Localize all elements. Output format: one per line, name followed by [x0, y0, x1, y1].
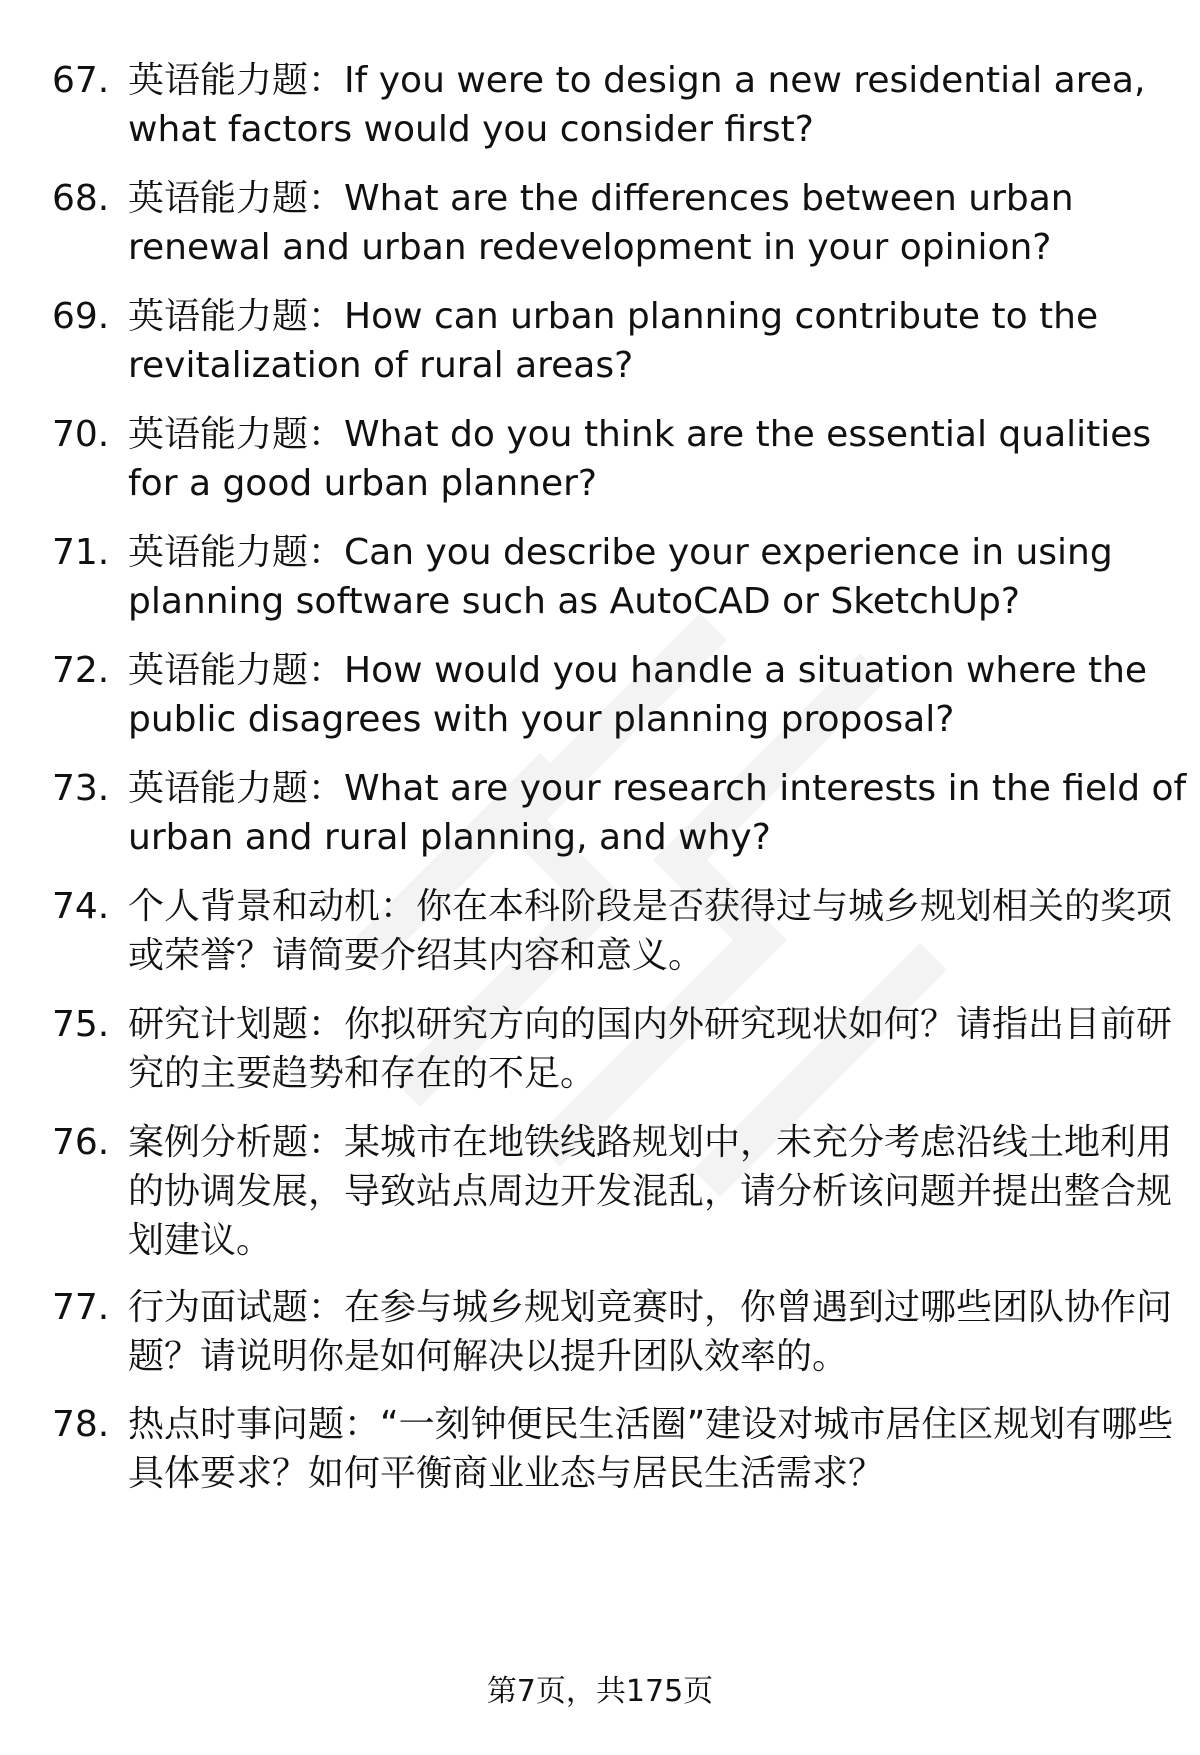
question-number: 73. [52, 768, 110, 809]
question-number: 68. [52, 178, 110, 219]
question-number: 78. [52, 1404, 110, 1445]
question-number: 69. [52, 296, 110, 337]
question-text: 行为面试题：在参与城乡规划竞赛时，你曾遇到过哪些团队协作问题？请说明你是如何解决以提升团队效率的。 [128, 1287, 1173, 1377]
question-text: 英语能力题：What are your research interests in the field of urban and rural planning, and why? [128, 768, 1187, 858]
question-number: 72. [52, 650, 110, 691]
question-text: 英语能力题：What do you think are the essential qualities for a good urban planner? [128, 414, 1152, 504]
question-number: 74. [52, 886, 110, 927]
question-text: 研究计划题：你拟研究方向的国内外研究现状如何？请指出目前研究的主要趋势和存在的不足。 [128, 1004, 1173, 1094]
question-number: 75. [52, 1004, 110, 1045]
question-text: 英语能力题：How would you handle a situation where the public disagrees with your planning proposal? [128, 650, 1148, 740]
question-text: 热点时事问题：“一刻钟便民生活圈”建设对城市居住区规划有哪些具体要求？如何平衡商业业态与居民生活需求？ [128, 1404, 1174, 1494]
question-text: 英语能力题：What are the differences between urban renewal and urban redevelopment in your opinion? [128, 178, 1074, 268]
question-text: 英语能力题：If you were to design a new residential area, what factors would you consider first? [128, 60, 1146, 150]
question-text: 英语能力题：How can urban planning contribute to the revitalization of rural areas? [128, 296, 1099, 386]
question-text: 个人背景和动机：你在本科阶段是否获得过与城乡规划相关的奖项或荣誉？请简要介绍其内容和意义。 [128, 886, 1173, 976]
page-footer: 第7页，共175页 [486, 1674, 714, 1709]
question-number: 67. [52, 60, 110, 101]
question-text: 英语能力题：Can you describe your experience in using planning software such as AutoCAD or SketchUp? [128, 532, 1113, 622]
question-number: 71. [52, 532, 110, 573]
question-number: 76. [52, 1122, 110, 1163]
question-number: 70. [52, 414, 110, 455]
question-number: 77. [52, 1287, 110, 1328]
question-text: 案例分析题：某城市在地铁线路规划中，未充分考虑沿线土地利用的协调发展，导致站点周边开发混乱，请分析该问题并提出整合规划建议。 [128, 1122, 1173, 1261]
